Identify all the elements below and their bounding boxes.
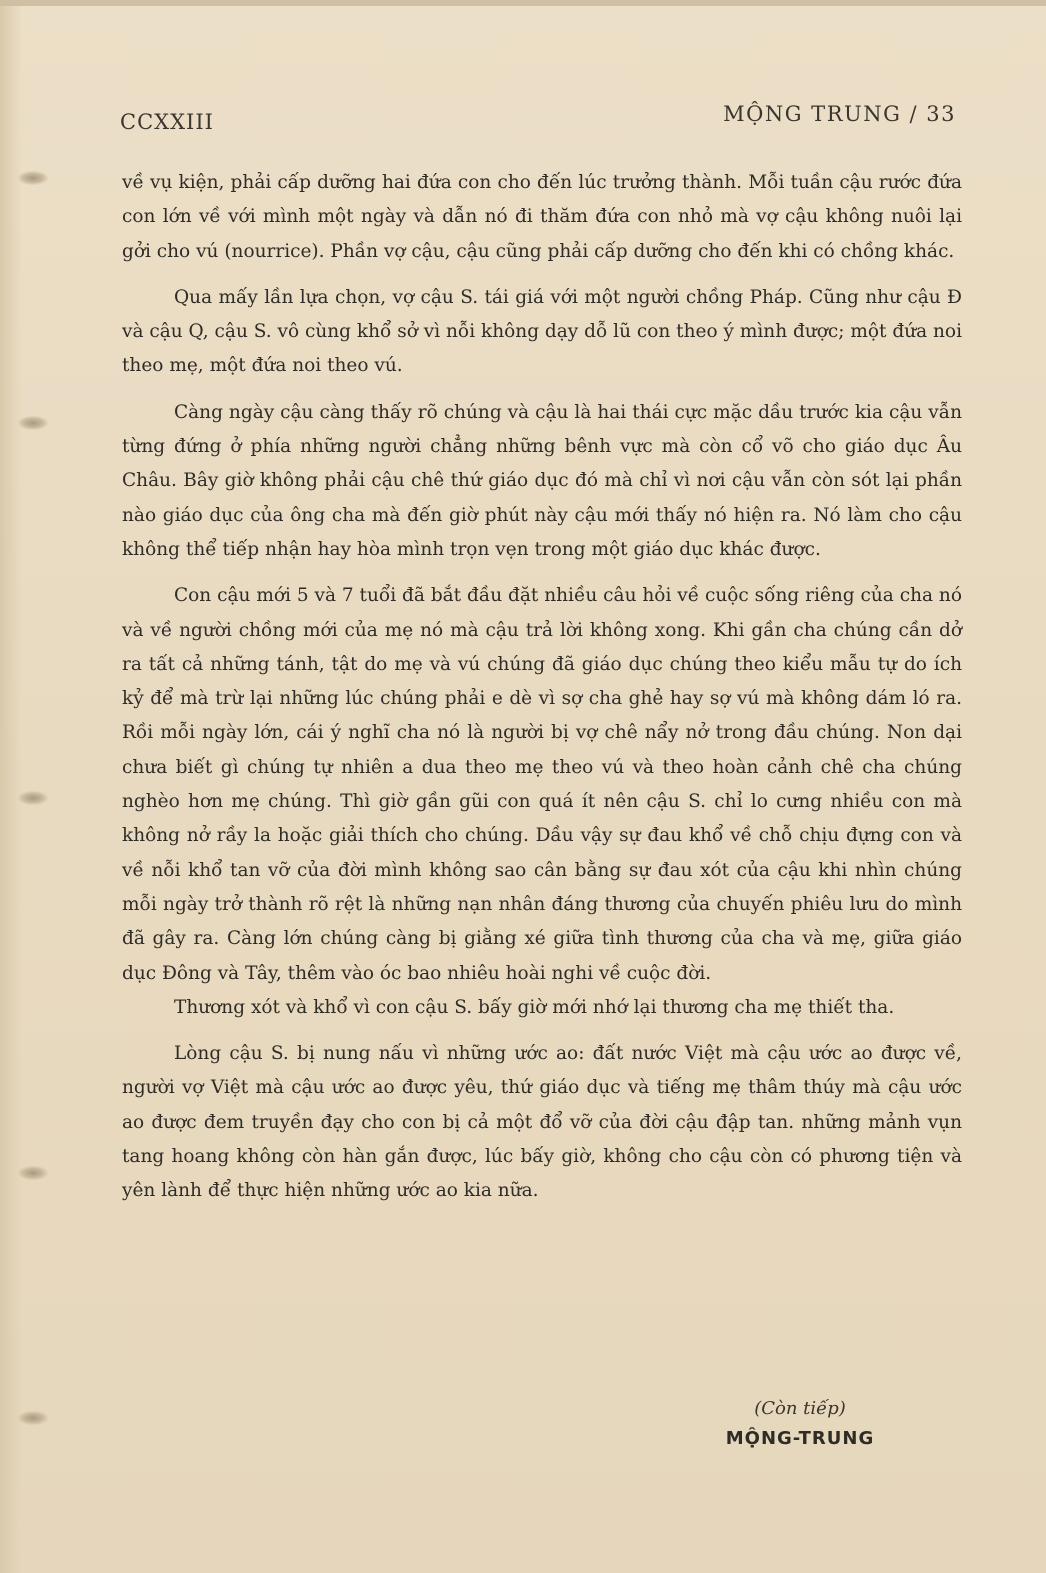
paragraph: Qua mấy lần lựa chọn, vợ cậu S. tái giá với một người chồng Pháp. Cũng như cậu Đ và cậu Q, cậu S. vô cùng khổ sở vì nỗi không dạy dỗ lũ con theo ý mình được; một đứa noi theo mẹ, một đứa noi theo vú.: [122, 286, 962, 377]
page-edge-shadow: [0, 6, 22, 1573]
signature-block: [700, 1394, 900, 1454]
paragraph: về vụ kiện, phải cấp dưỡng hai đứa con cho đến lúc trưởng thành. Mỗi tuần cậu rước đứa con lớn về với mình một ngày và dẫn nó đi thăm đứa con nhỏ mà vợ cậu không nuôi lại gởi cho vú (nourrice). Phần vợ cậu, cậu cũng phải cấp dưỡng cho đến khi có chồng khác.: [122, 172, 962, 262]
paragraph: Con cậu mới 5 và 7 tuổi đã bắt đầu đặt nhiều câu hỏi về cuộc sống riêng của cha nó và về người chồng mới của mẹ nó mà cậu trả lời không xong. Khi gần cha chúng cần dở ra tất cả những tánh, tật do mẹ và vú chúng đã giáo dục chúng theo kiểu mẫu tự do ích kỷ để mà trừ lại những lúc chúng phải e dè vì sợ cha ghẻ hay sợ vú mà không dám ló ra. Rồi mỗi ngày lớn, cái ý nghĩ cha nó là người bị vợ chê nẩy nở trong đầu chúng. Non dại chưa biết gì chúng tự nhiên a dua theo mẹ theo vú và theo hoàn cảnh chê cha chúng nghèo hơn mẹ chúng. Thì giờ gần gũi con quá ít nên cậu S. chỉ lo cưng nhiều con mà không nở rầy la hoặc giải thích cho chúng. Dầu vậy sự đau khổ về chỗ chịu đựng con và về nỗi khổ tan vỡ của đời mình không sao cân bằng sự đau xót của cậu khi nhìn chúng mỗi ngày trở thành rõ rệt là những nạn nhân đáng thương của chuyến phiêu lưu do mình đã gây ra. Càng lớn chúng càng bị giằng xé giữa tình thương của cha và mẹ, giữa giáo dục Đông và Tây, thêm vào óc bao nhiêu hoài nghi về cuộc đời.: [122, 585, 962, 984]
binding-hole: [18, 171, 48, 185]
author-name: MỘNG-TRUNG: [725, 1428, 875, 1449]
paragraph: Thương xót và khổ vì con cậu S. bấy giờ mới nhớ lại thương cha mẹ thiết tha.: [174, 996, 895, 1018]
running-header: [120, 102, 956, 136]
binding-hole: [18, 1411, 48, 1425]
issue-number: CCXXIII: [120, 110, 214, 134]
paragraph: Càng ngày cậu càng thấy rõ chúng và cậu là hai thái cực mặc dầu trước kia cậu vẫn từng đứng ở phía những người chẳng những bênh vực mà còn cổ võ cho giáo dục Âu Châu. Bây giờ không phải cậu chê thứ giáo dục đó mà chỉ vì nơi cậu vẫn còn sót lại phần nào giáo dục của ông cha mà đến giờ phút này cậu mới thấy nó hiện ra. Nó làm cho cậu không thể tiếp nhận hay hòa mình trọn vẹn trong một giáo dục khác được.: [122, 401, 962, 560]
author-page-number: MỘNG TRUNG / 33: [723, 102, 956, 126]
article-body: [122, 166, 962, 1209]
binding-hole: [18, 416, 48, 430]
binding-hole: [18, 1166, 48, 1180]
continued-note: (Còn tiếp): [754, 1398, 846, 1419]
paragraph: Lòng cậu S. bị nung nấu vì những ước ao: đất nước Việt mà cậu ước ao được về, người vợ Việt mà cậu ước ao được yêu, thứ giáo dục và tiếng mẹ thâm thúy mà cậu ước ao được đem truyền đạy cho con bị cả một đổ vỡ của đời cậu đập tan. những mảnh vụn tang hoang không còn hàn gắn được, lúc bấy giờ, không cho cậu còn có phương tiện và yên lành để thực hiện những ước ao kia nữa.: [122, 1043, 962, 1202]
binding-hole: [18, 791, 48, 805]
